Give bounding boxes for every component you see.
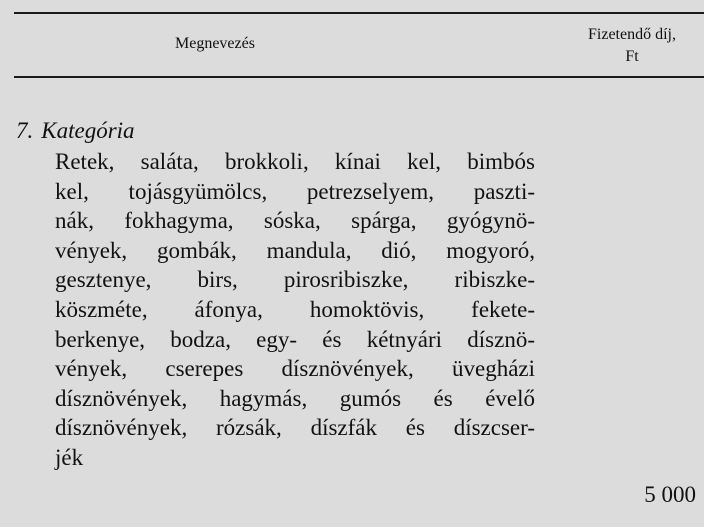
item-line: vények, gombák, mandula, dió, mogyoró, [55, 237, 535, 263]
column-header-fee-line1: Fizetendő díj, [588, 26, 676, 43]
column-header-name: Megnevezés [175, 35, 255, 52]
item-line: dísznövények, rózsák, díszfák és díszcser- [55, 415, 535, 441]
category-number: 7. [16, 118, 34, 143]
item-line: nák, fokhagyma, sóska, spárga, gyógynö- [55, 208, 535, 234]
column-header-fee-line2: Ft [625, 48, 639, 65]
item-line: gesztenye, birs, pirosribiszke, ribiszke- [55, 267, 535, 293]
item-line: Retek, saláta, brokkoli, kínai kel, bimbós [55, 149, 535, 174]
category-heading [16, 117, 135, 145]
table-top-rule [14, 12, 704, 14]
item-line: berkenye, bodza, egy- és kétnyári dísznö- [55, 326, 535, 352]
item-line: kel, tojásgyümölcs, petrezselyem, paszti- [55, 178, 535, 204]
item-line: dísznövények, hagymás, gumós és évelő [55, 385, 535, 411]
column-header-fee [562, 24, 702, 68]
item-line: jék [55, 444, 84, 470]
fee-value: 5 000 [644, 482, 696, 507]
category-label: Kategória [41, 118, 135, 143]
table-header-rule [14, 76, 704, 78]
item-line: vények, cserepes dísznövények, üvegházi [55, 356, 535, 382]
item-line: köszméte, áfonya, homoktövis, fekete- [55, 296, 535, 322]
category-item-description [55, 147, 535, 473]
